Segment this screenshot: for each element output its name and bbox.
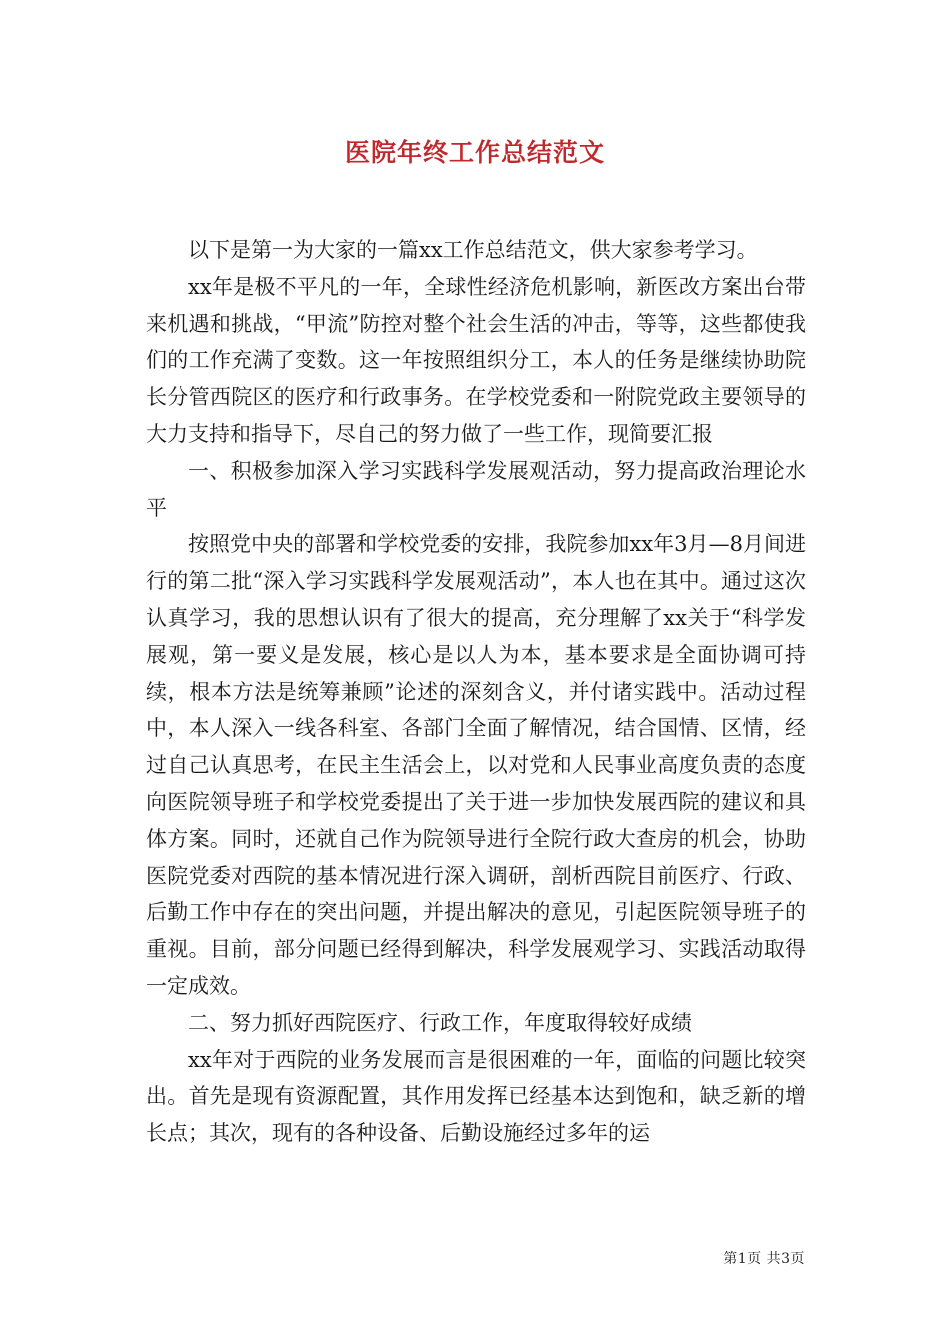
section-heading: 一、积极参加深入学习实践科学发展观活动，努力提高政治理论水平 xyxy=(146,458,806,520)
section-heading: 二、努力抓好西院医疗、行政工作，年度取得较好成绩 xyxy=(188,1010,692,1035)
document-title: 医院年终工作总结范文 xyxy=(344,138,605,167)
page-number: 第1页 共3页 xyxy=(723,1251,805,1267)
body-paragraph: 按照党中央的部署和学校党委的安排，我院参加xx年3月—8月间进行的第二批“深入学习实践科学发展观活动”，本人也在其中。通过这次认真学习，我的思想认识有了很大的提高，充分理解了xx关于“科学发展观，第一要义是发展，核心是以人为本，基本要求是全面协调可持续，根本方法是统筹兼顾”论述的深刻含义，并付诸实践中。活动过程中，本人深入一线各科室、各部门全面了解情况，结合国情、区情，经过自己认真思考，在民主生活会上，以对党和人民事业高度负责的态度向医院领导班子和学校党委提出了关于进一步加快发展西院的建议和具体方案。同时，还就自己作为院领导进行全院行政大查房的机会，协助医院党委对西院的基本情况进行深入调研，剖析西院目前医疗、行政、后勤工作中存在的突出问题，并提出解决的意见，引起医院领导班子的重视。目前，部分问题已经得到解决，科学发展观学习、实践活动取得一定成效。 xyxy=(146,532,806,998)
document-body xyxy=(146,232,806,1152)
body-paragraph: xx年对于西院的业务发展而言是很困难的一年，面临的问题比较突出。首先是现有资源配置，其作用发挥已经基本达到饱和，缺乏新的增长点；其次，现有的各种设备、后勤设施经过多年的运 xyxy=(146,1047,806,1146)
intro-paragraph: 以下是第一为大家的一篇xx工作总结范文，供大家参考学习。 xyxy=(188,238,758,262)
body-paragraph: xx年是极不平凡的一年，全球性经济危机影响，新医改方案出台带来机遇和挑战，“甲流”防控对整个社会生活的冲击，等等，这些都使我们的工作充满了变数。这一年按照组织分工，本人的任务是继续协助院长分管西院区的医疗和行政事务。在学校党委和一附院党政主要领导的大力支持和指导下，尽自己的努力做了一些工作，现简要汇报 xyxy=(146,274,806,446)
